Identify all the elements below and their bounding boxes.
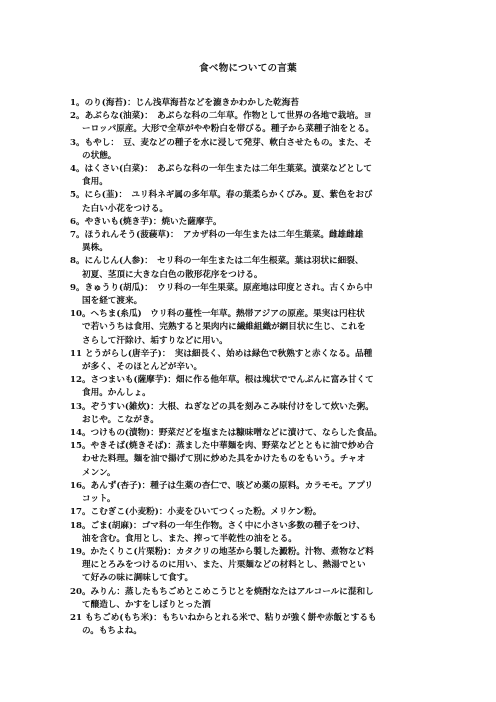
list-item (70, 282, 430, 308)
entry-line: 15。やきそば(焼きそば)：蒸ました中華麺を肉、野菜などとともに油で炒め合 (70, 441, 374, 452)
entry-line: 異株。 (82, 243, 108, 254)
entry-line: 19。かたくりこ(片栗粉)：カタクリの地茎から製した澱粉。汁物、煮物など料 (70, 546, 374, 557)
entry-line: 16。あんず(杏子)：種子は生薬の杏仁で、咳どめ薬の原料。カラモモ。アプリ (70, 480, 374, 491)
entry-line: 初夏、茎頂に大きな白色の散形花序をつける。 (82, 269, 263, 280)
list-item (70, 229, 430, 255)
entry-line: 1。のり(海苔)：じん浅草海苔などを漉きかわかした乾海苔 (70, 98, 299, 108)
page-title: 食べ物についての言葉 (199, 63, 297, 74)
entry-line: 6。やきいも(焼き芋)：焼いた薩摩芋。 (70, 216, 222, 227)
list-item (70, 401, 430, 427)
entry-line: 3。もやし： 豆、麦などの種子を水に浸して発芽、軟白させたもの。また、そ (70, 137, 373, 148)
list-item (70, 255, 430, 281)
entry-line: 17。こむぎこ(小麦粉)：小麦をひいてつくった粉。メリケン粉。 (70, 507, 322, 518)
entry-line: 9。きゅうり(胡瓜)： ウリ科の一年生果菜。原産地は印度とされ。古くから中 (70, 282, 373, 293)
entry-line: さらして汗除け、垢すりなどに用い。 (82, 335, 228, 346)
entry-line: 2。あぶらな(油菜)： あぶらな科の二年草。作物として世界の各地で栽培。ヨ (70, 111, 373, 122)
entry-line: 11 とうがらし(唐辛子)： 実は細長く、始めは緑色で秋熟すと赤くなる。品種 (70, 348, 373, 359)
list-item (70, 480, 430, 506)
list-item (70, 216, 430, 229)
entry-line: 4。はくさい(白菜)： あぶらな科の一年生または二年生葉菜。漬菜などとして (70, 164, 373, 175)
entry-line: た白い小花をつける。 (82, 203, 168, 214)
list-item (70, 189, 430, 215)
entry-line: わせた料理。麺を油で揚げて別に炒めた具をかけたものをもいう。チャオ (82, 454, 366, 465)
entry-line: 7。ほうれんそう(菠薐草)： アカザ科の一年生または二年生葉菜。雌雄雌雄 (70, 230, 364, 241)
list-item (70, 348, 430, 374)
entry-line: 12。さつまいも(薩摩芋)：畑に作る他年草。根は塊状ででんぷんに富み甘くて (70, 375, 374, 386)
entry-line: ーロッパ原産。大形で全草がやや粉白を帯びる。種子から菜種子油をとる。 (82, 124, 375, 135)
list-item (70, 308, 430, 348)
list-item (70, 520, 430, 546)
entry-line: 8。にんじん(人参)： セリ科の一年生または二年生根菜。葉は羽状に細裂、 (70, 256, 364, 267)
entry-line: 油を含む。食用とし、また、搾って半乾性の油をとる。 (82, 533, 297, 544)
list-item (70, 586, 430, 612)
entry-line: コット。 (82, 494, 116, 505)
list-item (70, 97, 430, 110)
list-item (70, 374, 430, 400)
entry-line: メンン。 (82, 467, 116, 478)
list-item (70, 110, 430, 136)
entry-line: の。もちよね。 (82, 626, 142, 637)
entry-line: 13。ぞうすい(雑炊)：大根、ねぎなどの具を刻みこみ味付けをして炊いた粥。 (70, 401, 374, 412)
entry-line: 理にとろみをつけるのに用い、また、片栗麺などの材料とし、熱湯でとい (82, 560, 366, 571)
entry-line: 食用。 (82, 177, 108, 188)
list-item (70, 546, 430, 586)
entry-line: の状態。 (82, 150, 117, 161)
entry-line: 10。へちま(糸瓜) ウリ科の蔓性一年草。熱帯アジアの原産。果実は円柱状 (70, 309, 365, 320)
entry-line: 5。にら(韮)： ユリ科ネギ属の多年草。春の葉柔らかくびみ。夏、紫色をおび (70, 190, 373, 201)
entry-line: 18。ごま(胡麻)：ゴマ科の一年生作物。さく中に小さい多数の種子をつけ、 (70, 520, 366, 531)
entry-line: 20。みりん：蒸したもちごめとこめこうじとを焼酎なたはアルコールに混和し (70, 586, 374, 597)
list-item (70, 440, 430, 480)
entry-line: 14。つけもの(漬物)：野菜だどを塩または糠味噌などに漬けて、ならした食品。 (70, 428, 383, 439)
list-item (70, 163, 430, 189)
entry-line: て醸造し、かすをしぼりとった酒 (82, 599, 211, 610)
list-item (70, 506, 430, 519)
entry-line: て好みの味に調味して食す。 (82, 573, 194, 584)
entry-line: で若いうちは食用、完熟すると果肉内に繊維組織が網目状に生じ、これを (82, 322, 366, 333)
entry-line: 21 もちごめ(もち米)：もちいねからとれる米で、粘りが強く餅や赤飯とするも (70, 612, 377, 623)
list-item (70, 137, 430, 163)
entry-line: おじや。こながき。 (82, 414, 159, 425)
list-item (70, 427, 430, 440)
entry-list (70, 97, 430, 638)
entry-line: が多く、そのほとんどが辛い。 (82, 362, 203, 373)
entry-line: 国を経て渡来。 (82, 296, 143, 307)
list-item (70, 612, 430, 638)
entry-line: 食用。かんしょ。 (82, 388, 151, 399)
